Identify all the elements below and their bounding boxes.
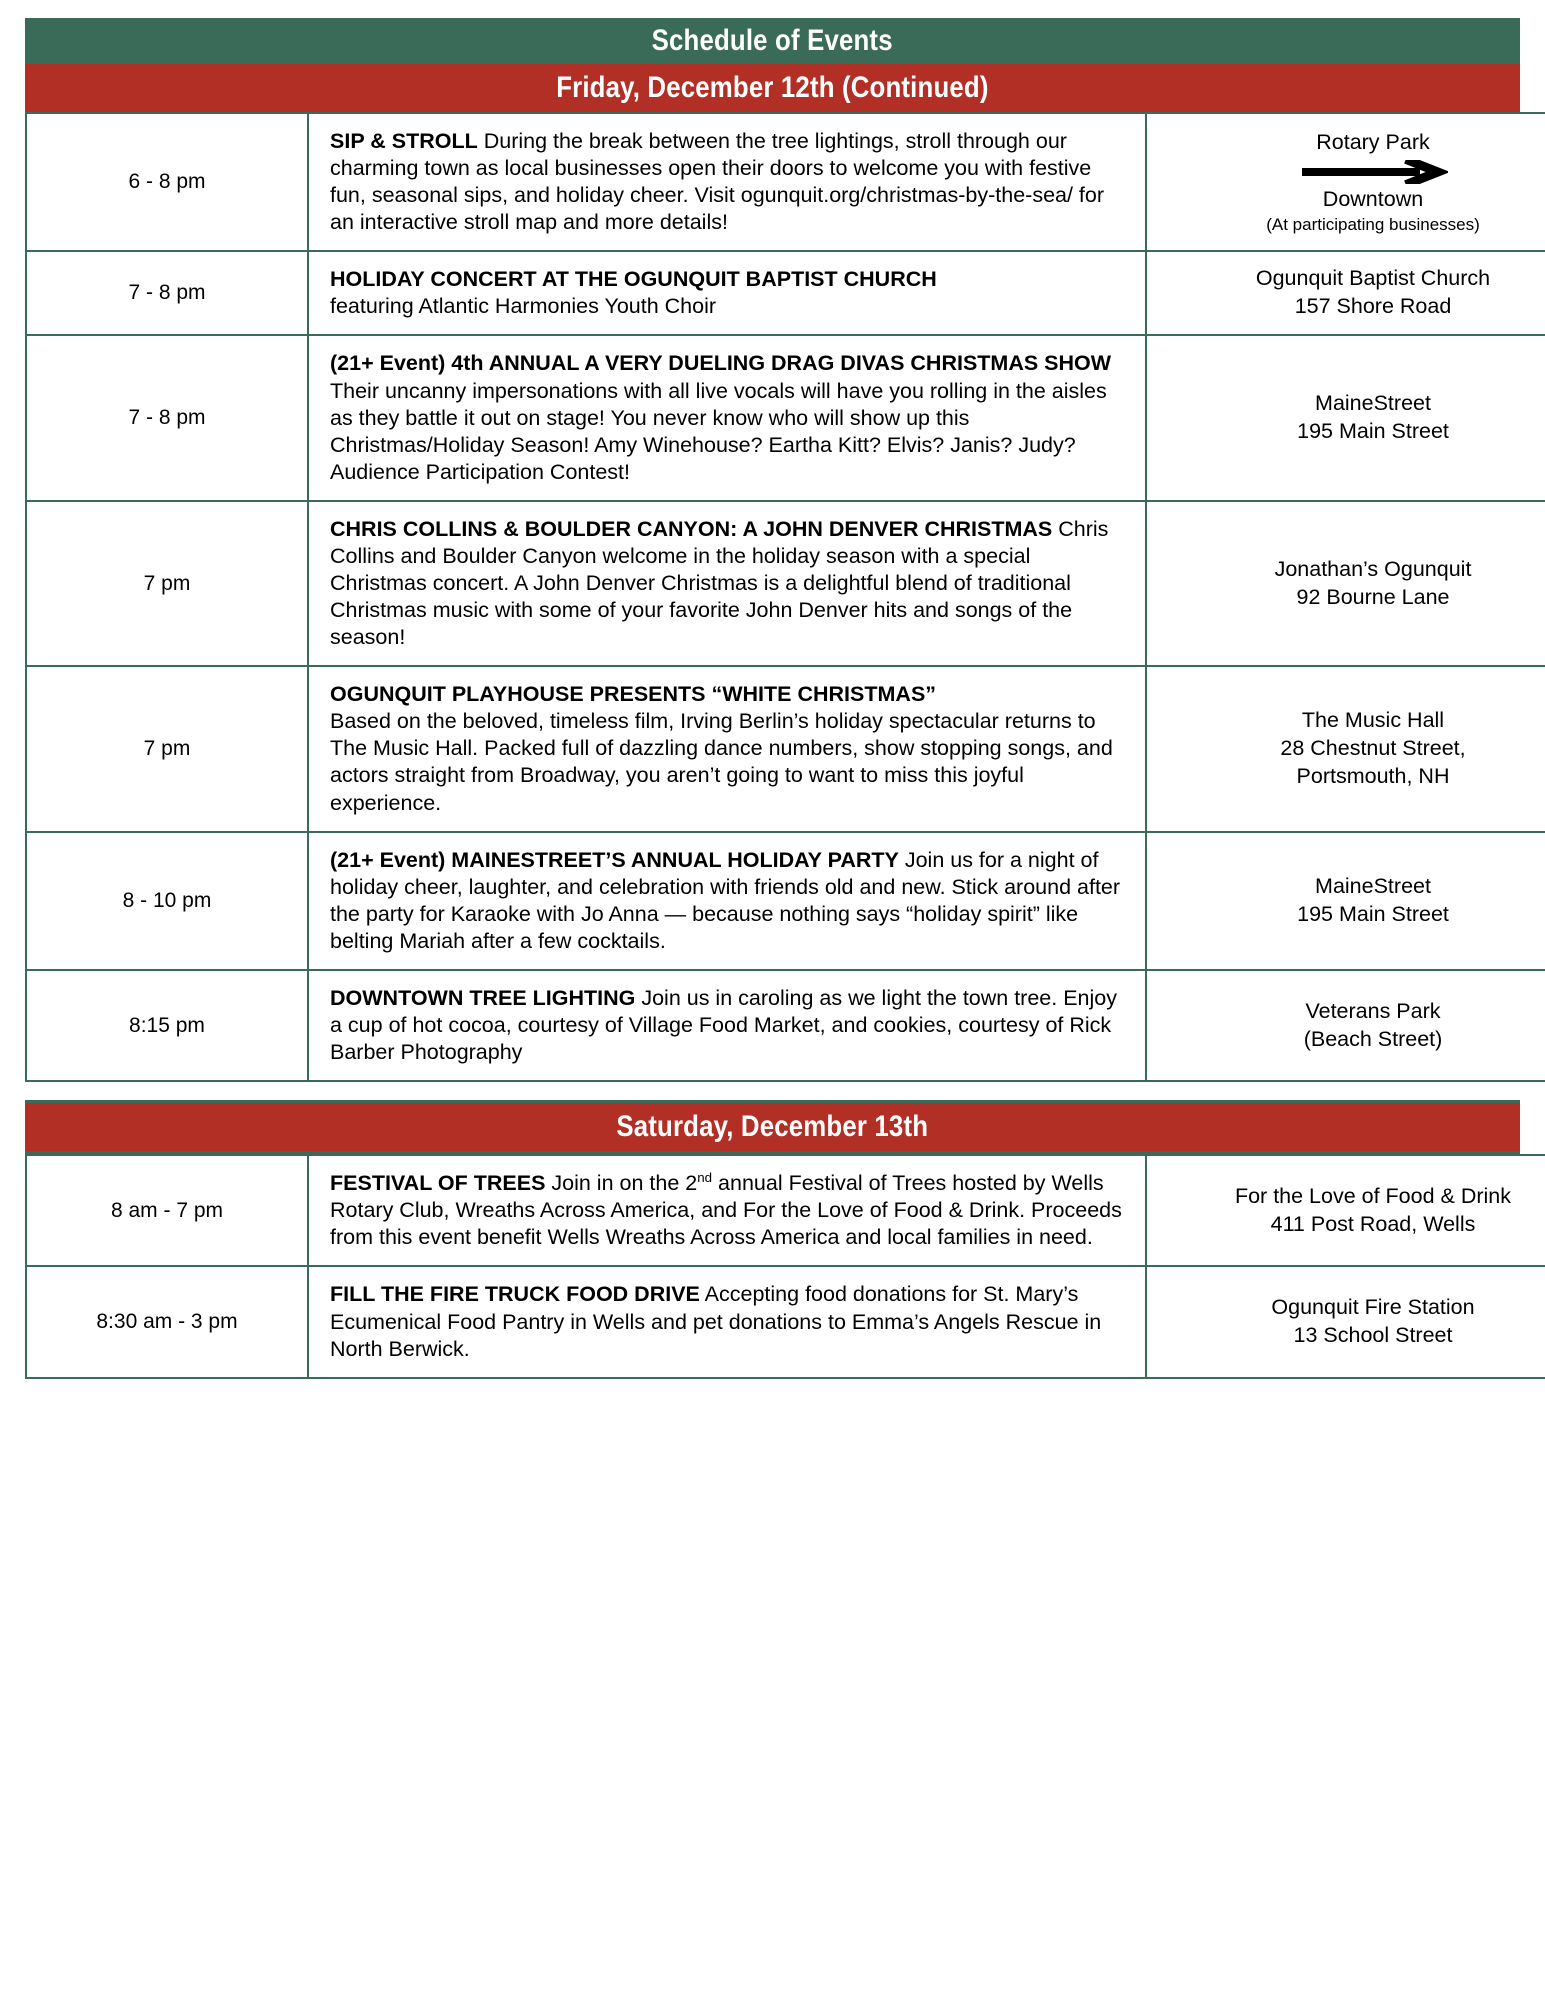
event-location-line2: 195 Main Street <box>1297 901 1449 926</box>
event-time: 8 am - 7 pm <box>26 1155 308 1266</box>
event-description <box>308 1266 1146 1377</box>
event-title: DOWNTOWN TREE LIGHTING <box>330 985 636 1010</box>
event-location-line2: Downtown <box>1322 187 1424 212</box>
event-location-note: (At participating businesses) <box>1266 214 1480 234</box>
event-location-line1: Rotary Park <box>1316 130 1430 155</box>
table-row <box>26 832 1545 970</box>
event-description <box>308 970 1146 1081</box>
event-title: SIP & STROLL <box>330 129 478 153</box>
schedule-table-friday <box>25 112 1545 1082</box>
event-title: CHRIS COLLINS & BOULDER CANYON: A JOHN DENVER CHRISTMAS <box>330 516 1053 541</box>
event-body: Chris Collins and Boulder Canyon welcome in the holiday season with a special Christmas concert. A John Denver Christmas is a delightful blend of traditional Christmas music with some of your favorite John Denver hits and songs of the season! <box>330 516 1109 650</box>
event-time: 7 pm <box>26 501 308 666</box>
table-row <box>26 335 1545 500</box>
event-time: 7 pm <box>26 666 308 831</box>
event-location <box>1146 1155 1545 1266</box>
event-location-line2: 28 Chestnut Street, <box>1280 735 1466 760</box>
event-time: 6 - 8 pm <box>26 113 308 251</box>
event-location-line1: Veterans Park <box>1305 998 1441 1023</box>
event-body: During the break between the tree lightings, stroll through our charming town as local businesses open their doors to welcome you with festive fun, seasonal sips, and holiday cheer. Visit ogunquit.org/christmas-by-the-sea/ for an interactive stroll map and more details! <box>330 129 1105 235</box>
section-divider <box>25 1082 1520 1100</box>
event-description <box>308 832 1146 970</box>
event-time: 7 - 8 pm <box>26 335 308 500</box>
event-location-line2: 411 Post Road, Wells <box>1270 1211 1476 1236</box>
event-time: 8:30 am - 3 pm <box>26 1266 308 1377</box>
event-location-line2: (Beach Street) <box>1303 1026 1443 1051</box>
event-location <box>1146 501 1545 666</box>
event-title: OGUNQUIT PLAYHOUSE PRESENTS “WHITE CHRISTMAS” <box>330 682 937 707</box>
event-description <box>308 666 1146 831</box>
event-location-line1: Ogunquit Baptist Church <box>1255 266 1491 291</box>
event-location <box>1146 113 1545 251</box>
schedule-table-saturday <box>25 1154 1545 1378</box>
event-location <box>1146 251 1545 335</box>
page-title-text: Schedule of Events <box>651 24 894 57</box>
page-title <box>25 18 1520 64</box>
event-location-line2: 92 Bourne Lane <box>1296 584 1450 609</box>
table-row <box>26 1266 1545 1377</box>
event-body: Based on the beloved, timeless film, Irving Berlin’s holiday spectacular returns to The Music Hall. Packed full of dazzling dance numbers, show stopping songs, and actors straight from Broadway, you aren’t going to want to miss this joyful experience. <box>330 709 1113 815</box>
event-time: 8 - 10 pm <box>26 832 308 970</box>
section-banner-saturday <box>25 1100 1520 1154</box>
event-time: 7 - 8 pm <box>26 251 308 335</box>
event-description <box>308 1155 1146 1266</box>
event-title: HOLIDAY CONCERT AT THE OGUNQUIT BAPTIST CHURCH <box>330 267 937 292</box>
event-location-line2: 195 Main Street <box>1297 419 1449 444</box>
event-location <box>1146 1266 1545 1377</box>
event-title: FESTIVAL OF TREES <box>330 1171 546 1196</box>
event-time: 8:15 pm <box>26 970 308 1081</box>
event-location-line1: The Music Hall <box>1301 708 1445 733</box>
section-banner-friday <box>25 64 1520 112</box>
event-location-line2: 13 School Street <box>1293 1323 1453 1348</box>
event-description <box>308 251 1146 335</box>
event-description <box>308 335 1146 500</box>
event-body: annual Festival of Trees hosted by Wells Rotary Club, Wreaths Across America, and For the Love of Food & Drink. Proceeds from this event benefit Wells Wreaths Across America and local families in need. <box>330 1171 1122 1250</box>
right-arrow-icon <box>1298 160 1448 184</box>
event-description <box>308 501 1146 666</box>
event-location <box>1146 335 1545 500</box>
event-title: FILL THE FIRE TRUCK FOOD DRIVE <box>330 1282 700 1307</box>
event-location-line1: MaineStreet <box>1315 391 1431 416</box>
table-row <box>26 666 1545 831</box>
event-title: (21+ Event) 4th ANNUAL A VERY DUELING DRAG DIVAS CHRISTMAS SHOW <box>330 351 1112 376</box>
event-body: Join us for a night of holiday cheer, laughter, and celebration with friends old and new. Stick around after the party for Karaoke with Jo Anna — because nothing says “holiday spirit” like belting Mariah after a few cocktails. <box>330 847 1121 953</box>
ordinal-suffix: nd <box>697 1170 713 1186</box>
event-location-line1: For the Love of Food & Drink <box>1234 1183 1512 1208</box>
table-row <box>26 1155 1545 1266</box>
event-title: (21+ Event) MAINESTREET’S ANNUAL HOLIDAY PARTY <box>330 847 899 872</box>
table-row <box>26 113 1545 251</box>
event-location-line2: 157 Shore Road <box>1294 294 1452 319</box>
table-row <box>26 970 1545 1081</box>
event-body-pre: Join in on the 2 <box>545 1171 698 1196</box>
section-banner-saturday-text: Saturday, December 13th <box>616 1110 929 1144</box>
event-location-line1: Ogunquit Fire Station <box>1271 1295 1475 1320</box>
event-description <box>308 113 1146 251</box>
event-location <box>1146 832 1545 970</box>
section-banner-friday-text: Friday, December 12th (Continued) <box>556 71 989 104</box>
event-location-line1: Jonathan’s Ogunquit <box>1274 556 1472 581</box>
event-location <box>1146 970 1545 1081</box>
table-row <box>26 251 1545 335</box>
event-body: featuring Atlantic Harmonies Youth Choir <box>330 294 717 319</box>
event-body: Join us in caroling as we light the town tree. Enjoy a cup of hot cocoa, courtesy of Village Food Market, and cookies, courtesy of Rick Barber Photography <box>330 985 1117 1065</box>
event-body: Accepting food donations for St. Mary’s Ecumenical Food Pantry in Wells and pet donations to Emma’s Angels Rescue in North Berwick. <box>330 1282 1102 1361</box>
table-row <box>26 501 1545 666</box>
event-body: Their uncanny impersonations with all live vocals will have you rolling in the aisles as they battle it out on stage! You never know who will show up this Christmas/Holiday Season! Amy Winehouse? Eartha Kitt? Elvis? Janis? Judy? Audience Participation Contest! <box>330 378 1107 484</box>
event-location <box>1146 666 1545 831</box>
event-location-line3: Portsmouth, NH <box>1296 763 1450 788</box>
event-location-line1: MaineStreet <box>1315 873 1431 898</box>
